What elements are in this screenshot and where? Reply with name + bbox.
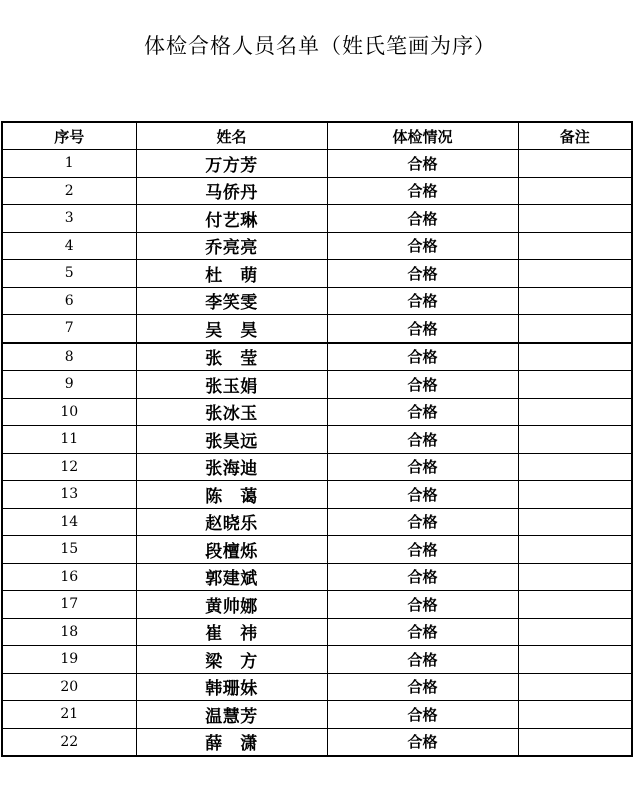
cell-remarks <box>518 591 632 619</box>
table-header-row <box>2 122 632 150</box>
table-body <box>2 150 632 757</box>
cell-number: 3 <box>2 205 136 233</box>
cell-exam-result: 合格 <box>327 701 518 729</box>
cell-exam-result: 合格 <box>327 343 518 371</box>
cell-remarks <box>518 371 632 399</box>
cell-remarks <box>518 315 632 343</box>
cell-remarks <box>518 398 632 426</box>
cell-number: 20 <box>2 673 136 701</box>
cell-remarks <box>518 287 632 315</box>
cell-name: 张冰玉 <box>136 398 327 426</box>
table-row <box>2 728 632 756</box>
cell-name: 张海迪 <box>136 453 327 481</box>
cell-remarks <box>518 563 632 591</box>
cell-remarks <box>518 453 632 481</box>
column-header-name: 姓名 <box>136 122 327 150</box>
cell-number: 22 <box>2 728 136 756</box>
column-header-remarks: 备注 <box>518 122 632 150</box>
cell-number: 19 <box>2 646 136 674</box>
cell-number: 2 <box>2 177 136 205</box>
cell-exam-result: 合格 <box>327 481 518 509</box>
cell-number: 14 <box>2 508 136 536</box>
cell-name: 乔亮亮 <box>136 232 327 260</box>
cell-number: 7 <box>2 315 136 343</box>
cell-remarks <box>518 618 632 646</box>
cell-remarks <box>518 673 632 701</box>
cell-remarks <box>518 728 632 756</box>
table-row <box>2 508 632 536</box>
cell-number: 12 <box>2 453 136 481</box>
cell-number: 13 <box>2 481 136 509</box>
cell-name: 张玉娟 <box>136 371 327 399</box>
table-row <box>2 563 632 591</box>
cell-name: 吴 昊 <box>136 315 327 343</box>
table-row <box>2 673 632 701</box>
cell-remarks <box>518 481 632 509</box>
page-title: 体检合格人员名单（姓氏笔画为序） <box>144 34 496 58</box>
cell-remarks <box>518 177 632 205</box>
cell-name: 韩珊妹 <box>136 673 327 701</box>
cell-number: 21 <box>2 701 136 729</box>
cell-name: 李笑雯 <box>136 287 327 315</box>
cell-exam-result: 合格 <box>327 453 518 481</box>
cell-exam-result: 合格 <box>327 260 518 288</box>
cell-exam-result: 合格 <box>327 232 518 260</box>
cell-remarks <box>518 536 632 564</box>
table-row <box>2 646 632 674</box>
cell-name: 付艺琳 <box>136 205 327 233</box>
cell-exam-result: 合格 <box>327 728 518 756</box>
cell-remarks <box>518 260 632 288</box>
cell-number: 10 <box>2 398 136 426</box>
cell-remarks <box>518 205 632 233</box>
cell-number: 11 <box>2 426 136 454</box>
cell-name: 温慧芳 <box>136 701 327 729</box>
cell-number: 17 <box>2 591 136 619</box>
table-row <box>2 232 632 260</box>
table-row <box>2 618 632 646</box>
cell-remarks <box>518 426 632 454</box>
cell-exam-result: 合格 <box>327 205 518 233</box>
cell-number: 8 <box>2 343 136 371</box>
table-row <box>2 150 632 178</box>
cell-exam-result: 合格 <box>327 618 518 646</box>
qualified-personnel-table <box>1 121 633 757</box>
cell-remarks <box>518 150 632 178</box>
table-row <box>2 260 632 288</box>
cell-exam-result: 合格 <box>327 371 518 399</box>
table-row <box>2 453 632 481</box>
table-row <box>2 426 632 454</box>
cell-exam-result: 合格 <box>327 673 518 701</box>
table-row <box>2 536 632 564</box>
table-row <box>2 287 632 315</box>
column-header-number: 序号 <box>2 122 136 150</box>
cell-exam-result: 合格 <box>327 508 518 536</box>
cell-remarks <box>518 232 632 260</box>
table-row <box>2 591 632 619</box>
cell-name: 黄帅娜 <box>136 591 327 619</box>
cell-name: 段檀烁 <box>136 536 327 564</box>
cell-name: 薛 潇 <box>136 728 327 756</box>
cell-number: 18 <box>2 618 136 646</box>
cell-name: 万方芳 <box>136 150 327 178</box>
cell-name: 崔 祎 <box>136 618 327 646</box>
column-header-exam-result: 体检情况 <box>327 122 518 150</box>
cell-number: 16 <box>2 563 136 591</box>
cell-exam-result: 合格 <box>327 591 518 619</box>
cell-number: 1 <box>2 150 136 178</box>
cell-exam-result: 合格 <box>327 287 518 315</box>
cell-remarks <box>518 701 632 729</box>
table-row <box>2 315 632 343</box>
cell-exam-result: 合格 <box>327 177 518 205</box>
cell-remarks <box>518 646 632 674</box>
cell-name: 张昊远 <box>136 426 327 454</box>
cell-name: 郭建斌 <box>136 563 327 591</box>
cell-number: 5 <box>2 260 136 288</box>
table-row <box>2 177 632 205</box>
table-row <box>2 701 632 729</box>
cell-number: 15 <box>2 536 136 564</box>
table-row <box>2 481 632 509</box>
table-row <box>2 205 632 233</box>
cell-exam-result: 合格 <box>327 150 518 178</box>
cell-number: 4 <box>2 232 136 260</box>
table-row <box>2 398 632 426</box>
cell-name: 马侨丹 <box>136 177 327 205</box>
cell-exam-result: 合格 <box>327 646 518 674</box>
cell-name: 杜 萌 <box>136 260 327 288</box>
cell-name: 赵晓乐 <box>136 508 327 536</box>
cell-number: 9 <box>2 371 136 399</box>
table-row <box>2 371 632 399</box>
cell-remarks <box>518 508 632 536</box>
table-row <box>2 343 632 371</box>
cell-name: 张 莹 <box>136 343 327 371</box>
cell-name: 陈 蔼 <box>136 481 327 509</box>
cell-remarks <box>518 343 632 371</box>
cell-exam-result: 合格 <box>327 426 518 454</box>
cell-number: 6 <box>2 287 136 315</box>
cell-exam-result: 合格 <box>327 398 518 426</box>
cell-exam-result: 合格 <box>327 563 518 591</box>
cell-exam-result: 合格 <box>327 536 518 564</box>
cell-name: 梁 方 <box>136 646 327 674</box>
cell-exam-result: 合格 <box>327 315 518 343</box>
